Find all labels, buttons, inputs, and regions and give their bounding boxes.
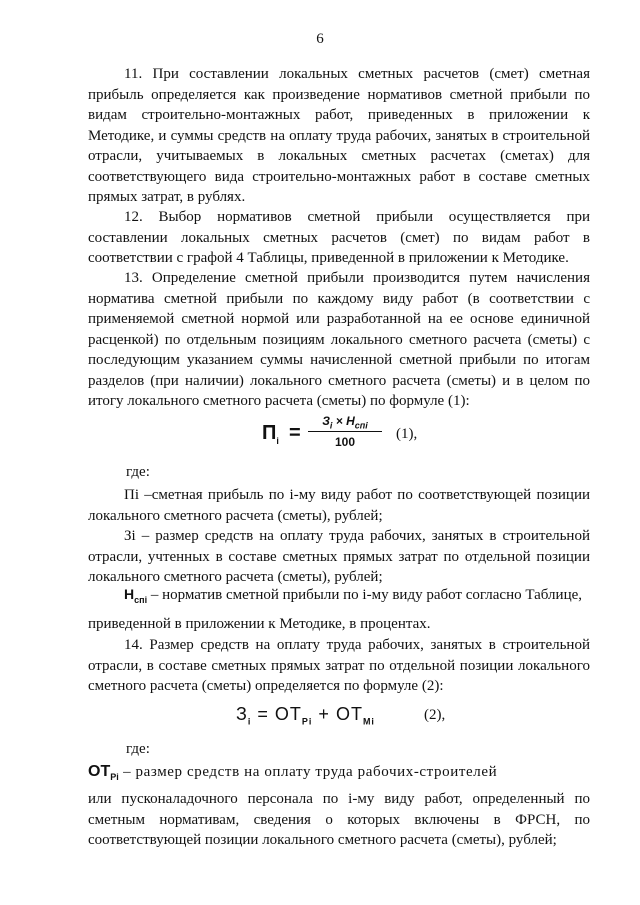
page-number: 6 bbox=[316, 31, 324, 47]
paragraph-13: 13. Определение сметной прибыли производится путем начисления норматива сметной прибыли по каждому виду работ (в соответствии с применяемой сметной нормой или разработанной на ее основе единичной расценкой) по отдельным позициям локального сметного расчета (сметы) с последующим указанием суммы начисленной сметной прибыли по итогам разделов (при наличии) локального сметного расчета (сметы) и в целом по итогу локального сметного расчета (сметы) по формуле (1): bbox=[88, 270, 590, 409]
formula-2-expression: $З_i = ОТ_{Pi} + ОТ_{Mi}$ bbox=[236, 704, 375, 727]
definition-h-continued: приведенной в приложении к Методике, в процентах. bbox=[88, 616, 431, 632]
fraction-bar bbox=[308, 431, 382, 432]
definition-h: $Н_{спi}$ – норматив сметной прибыли по i-му виду работ согласно Таблице, bbox=[124, 586, 582, 605]
paragraph-12: 12. Выбор нормативов сметной прибыли осуществляется при составлении локальных сметных расчетов (смет) по видам работ в соответствии с графой 4 Таблицы, приведенной в приложении к Методике. bbox=[88, 209, 590, 266]
ot-symbol: $ОТ_{Pi}$ bbox=[88, 763, 119, 783]
formula-2 bbox=[236, 700, 476, 736]
formula-1-number: (1), bbox=[396, 426, 418, 442]
definition-z: Зi – размер средств на оплату труда рабочих, занятых в строительной отрасли, учтенных в составе сметных прямых затрат по отдельной позиции локального сметного расчета (сметы), рублей; bbox=[88, 528, 590, 585]
formula-2-number: (2), bbox=[424, 707, 446, 723]
definition-p: Пi –сметная прибыль по i-му виду работ по соответствующей позиции локального сметного расчета (сметы), рублей; bbox=[88, 487, 590, 524]
paragraph-14: 14. Размер средств на оплату труда рабочих, занятых в строительной отрасли, в составе сметных прямых затрат по отдельной позиции локального сметного расчета (сметы) определяется по формуле (2): bbox=[88, 637, 590, 694]
formula-1-numerator: $З_i \times Н_{спi}$ bbox=[322, 414, 368, 431]
h-symbol: $Н_{спi}$ bbox=[124, 586, 148, 605]
formula-1-fraction bbox=[308, 412, 382, 451]
formula-1-denominator: 100 bbox=[334, 435, 356, 449]
definition-ot-continued: или пусконаладочного персонала по i-му виду работ, определенный по сметным нормативам, сведения о которых включены в ФРСН, по соответствующей позиции локального сметного расчета (сметы), рублей; bbox=[88, 791, 590, 848]
formula-1: $П_i$ = $З_i \times Н_{спi}$ 100 (1), bbox=[262, 414, 418, 449]
formula-1-lhs: $П_i$ bbox=[262, 422, 279, 446]
paragraph-11: 11. При составлении локальных сметных расчетов (смет) сметная прибыль определяется как произведение нормативов сметной прибыли по видам строительно-монтажных работ, приведенных в приложении к Методике, и суммы средств на оплату труда рабочих, занятых в строительной отрасли, учитываемых в локальных сметных расчетах (сметах) для соответствующего вида строительно-монтажных работ в составе сметных прямых затрат, в рублях. bbox=[88, 66, 590, 205]
definition-ot: $ОТ_{Pi}$ – размер средств на оплату труда рабочих-строителей bbox=[88, 763, 498, 783]
where-label-2: где: bbox=[126, 741, 150, 757]
where-label-1: где: bbox=[126, 464, 150, 480]
